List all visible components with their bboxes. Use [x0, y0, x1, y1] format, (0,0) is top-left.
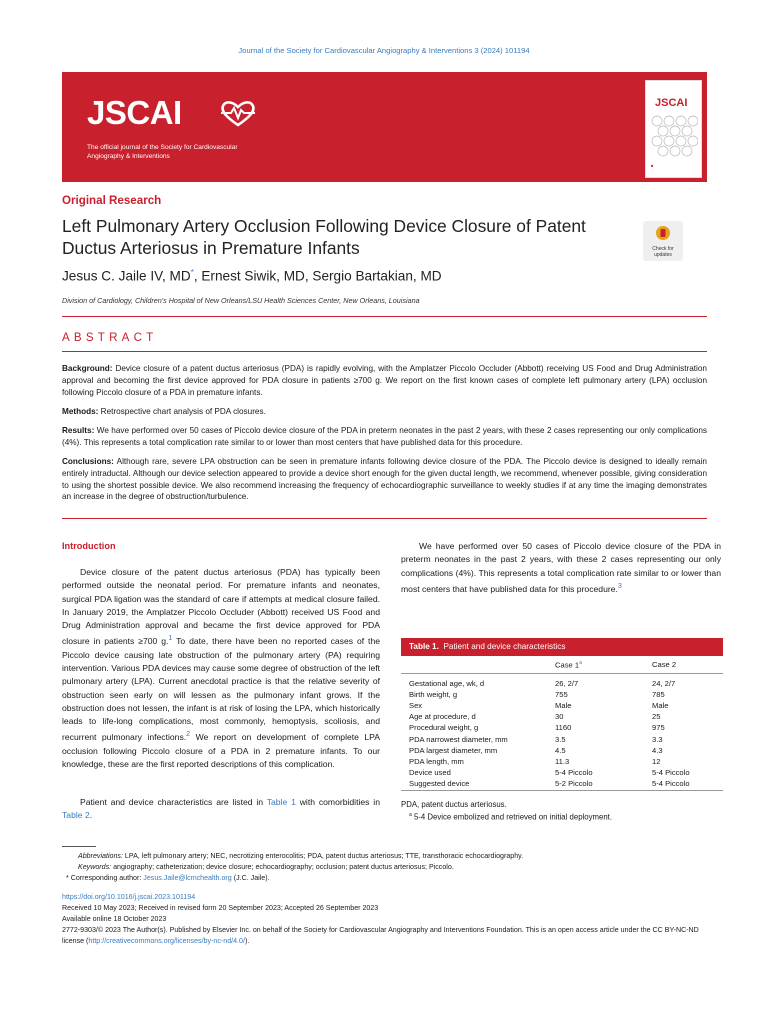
- copyright-notice: [62, 925, 722, 946]
- license-link[interactable]: http://creativecommons.org/licenses/by-nc-nd/4.0/: [88, 936, 245, 945]
- authors-rest: , Ernest Siwik, MD, Sergio Bartakian, MD: [193, 268, 442, 284]
- cover-footer-mark: ■: [651, 163, 654, 168]
- abbrev-text: LPA, left pulmonary artery; NEC, necrotizing enterocolitis; PDA, patent ductus arteriosus; TTE, transthoracic echocardiography.: [122, 852, 524, 860]
- abstract-results: [62, 425, 707, 449]
- table-header-case2: Case 2: [652, 656, 723, 673]
- table-cell-case2: 24, 2/7: [652, 678, 676, 688]
- table-cell-case1: 3.5: [555, 734, 566, 744]
- abstract-background: [62, 363, 707, 398]
- table-1-label: Table 1.: [409, 642, 439, 651]
- abstract-methods: [62, 406, 707, 418]
- corresponding-author-note: [62, 873, 726, 884]
- table-row: [401, 756, 723, 767]
- doi-link[interactable]: https://doi.org/10.1016/j.jscai.2023.101194: [62, 893, 196, 901]
- table-cell-case1: 5-4 Piccolo: [555, 768, 593, 778]
- table-cell-case2: 5-4 Piccolo: [652, 768, 690, 778]
- corresponding-author-mark[interactable]: *: [190, 268, 194, 277]
- table-cell-case2: 12: [652, 756, 661, 766]
- introduction-heading: Introduction: [62, 541, 116, 551]
- affiliation: Division of Cardiology, Children's Hospital of New Orleans/LSU Health Sciences Center, New Orleans, Louisiana: [62, 296, 420, 305]
- corr-label: Corresponding author:: [68, 874, 144, 882]
- case1-footnote-mark[interactable]: a: [579, 660, 582, 666]
- table-row: [401, 673, 723, 689]
- abbreviations-note: [62, 851, 738, 862]
- table-header-row: [401, 656, 723, 673]
- journal-logo: JSCAI: [87, 94, 182, 131]
- table-header-blank: [401, 656, 555, 673]
- table-row: [401, 734, 723, 745]
- table-cell-case2: 3.3: [652, 734, 663, 744]
- note-a-mark: a: [409, 812, 412, 819]
- check-for-updates-icon: [655, 225, 671, 241]
- intro-paragraph-2: [62, 796, 380, 823]
- intro-p2-part-b: with comorbidities in: [295, 797, 380, 807]
- keywords-label: Keywords:: [78, 863, 112, 871]
- right-paragraph: [401, 540, 721, 596]
- table-cell-case2: 975: [652, 723, 665, 733]
- copyright-text: 2772-9303/© 2023 The Author(s). Published by Elsevier Inc. on behalf of the Society for Cardiovascular Angiography and Interventions Foundation. This is an open access article under the CC BY-NC-ND license (: [62, 926, 699, 945]
- table-cell-label: Gestational age, wk, d: [409, 678, 485, 688]
- table-cell-label: PDA largest diameter, mm: [409, 745, 498, 755]
- table-cell-case1: Male: [555, 700, 572, 710]
- corr-mark: *: [66, 874, 69, 882]
- table-note-a: [401, 810, 723, 823]
- table-row: [401, 689, 723, 700]
- check-for-updates-label: Check for updates: [652, 246, 674, 258]
- received-dates: Received 10 May 2023; Received in revised form 20 September 2023; Accepted 26 September 2023: [62, 904, 379, 912]
- table-cell-case1: 5-2 Piccolo: [555, 779, 593, 789]
- check-for-updates-badge[interactable]: [643, 221, 683, 261]
- conclusions-text: Although rare, severe LPA obstruction can be seen in premature infants following device closure of the PDA. The Piccolo device is designed to ideally remain entirely intraductal. Although our device selection appeared to provide a device short enough for the given ductal length, we recommend, whenever possible, giving consideration to using the shortest possible device. We also recommend increasing the frequency of echocardiographic surveillance to weekly studies if at any time the imaging demonstrates an increase in the degree of obstruction/turbulence.: [62, 457, 707, 502]
- note-a-text: 5-4 Device embolized and retrieved on initial deployment.: [411, 812, 613, 822]
- divider-abstract: [62, 351, 707, 352]
- table-1-link[interactable]: Table 1: [266, 797, 296, 807]
- table-1-title: Patient and device characteristics: [443, 642, 566, 651]
- table-cell-case2: 25: [652, 712, 661, 722]
- table-row: [401, 778, 723, 790]
- intro-paragraph-1: [62, 566, 380, 771]
- keywords-text: angiography; catheterization; device closure; echocardiography; occlusion; patent ductus arteriosus; Piccolo.: [111, 863, 454, 871]
- case1-label: Case 1: [555, 660, 580, 670]
- heart-logo-icon: [218, 98, 258, 128]
- table-cell-case1: 1160: [555, 723, 572, 733]
- table-cell-label: Sex: [409, 700, 423, 710]
- table-cell-case1: 26, 2/7: [555, 678, 579, 688]
- table-header-case1: [555, 656, 652, 673]
- table-cell-case1: 11.3: [555, 756, 570, 766]
- author-list: [62, 268, 442, 284]
- table-row: [401, 700, 723, 711]
- table-cell-label: Device used: [409, 768, 451, 778]
- table-cell-label: PDA narrowest diameter, mm: [409, 734, 508, 744]
- table-cell-case2: Male: [652, 700, 669, 710]
- table-1-grid: [401, 656, 723, 791]
- table-cell-case1: 30: [555, 712, 564, 722]
- author-jaile[interactable]: Jesus C. Jaile IV, MD: [62, 268, 191, 284]
- divider-top: [62, 316, 707, 317]
- table-row: [401, 711, 723, 722]
- reference-3-link[interactable]: 3: [617, 581, 622, 590]
- table-cell-case1: 4.5: [555, 745, 566, 755]
- results-label: Results:: [62, 426, 95, 435]
- conclusions-label: Conclusions:: [62, 457, 114, 466]
- reference-1-link[interactable]: 1: [168, 634, 173, 643]
- abstract-conclusions: [62, 456, 707, 503]
- results-text: We have performed over 50 cases of Piccolo device closure of the PDA in preterm neonates in the past 2 years, with these 2 cases representing our only complications (4%). This represents a total complication rate similar to or lower than most centers that have published data for this procedure.: [62, 426, 707, 447]
- table-cell-case1: 755: [555, 689, 568, 699]
- intro-p1-part-b: To date, there have been no reported cases of the Piccolo device causing late obstruction of the pulmonary artery (PA) requiring intervention. Various PDA devices may cause some degree of obstruction of the left pulmonary artery (LPA). Current anecdotal practice is that the relative severity of obstruction seen early on will lessen as the pulmonary infant grows. If the obstruction does not lessen, the infant is at risk of losing the LPA, which historically leads to life-long complications, most commonly, hemoptysis, scoliosis, and recurrent pulmonary infections.: [62, 636, 380, 743]
- methods-text: Retrospective chart analysis of PDA closures.: [98, 407, 266, 416]
- background-label: Background:: [62, 364, 113, 373]
- intro-p1-part-c: We report on development of complete LPA occlusion following Piccolo closure of a PDA in 2 premature infants. To our knowledge, these are the first reported descriptions of this complication.: [62, 732, 380, 769]
- cover-brand: JSCAI: [655, 97, 688, 109]
- available-date: Available online 18 October 2023: [62, 915, 167, 923]
- table-row: [401, 767, 723, 778]
- abbrev-label: Abbreviations:: [78, 852, 123, 860]
- footnote-divider: [62, 846, 96, 847]
- corresponding-email-link[interactable]: Jesus.Jaile@lcmchealth.org: [143, 874, 232, 882]
- intro-p1-part-a: Device closure of the patent ductus arteriosus (PDA) has typically been performed outside the neonatal period. For premature infants and neonates, surgical PDA ligation was the standard of care if attempts at medical closure failed. In January 2019, the Amplatzer Piccolo Occluder (Abbott) received US Food and Drug Administration approval and became the first device approved for PDA closure in patients ≥700 g.: [62, 567, 380, 647]
- methods-label: Methods:: [62, 407, 99, 416]
- table-note-abbrev: PDA, patent ductus arteriosus.: [401, 799, 507, 809]
- table-1-caption: [401, 638, 723, 656]
- article-type: Original Research: [62, 194, 162, 207]
- divider-bottom: [62, 518, 707, 519]
- journal-cover[interactable]: [645, 80, 702, 178]
- table-cell-label: PDA length, mm: [409, 756, 464, 766]
- table-cell-label: Procedural weight, g: [409, 723, 479, 733]
- intro-p2-part-c: .: [89, 810, 93, 821]
- corr-name: (J.C. Jaile).: [231, 874, 270, 882]
- table-body: [401, 673, 723, 790]
- article-title: Left Pulmonary Artery Occlusion Following Device Closure of Patent Ductus Arteriosus in Premature Infants: [62, 216, 586, 258]
- journal-citation[interactable]: Journal of the Society for Cardiovascular Angiography & Interventions 3 (2024) 101194: [238, 46, 530, 55]
- journal-tagline: The official journal of the Society for Cardiovascular Angiography & Interventions: [87, 144, 238, 160]
- table-2-link[interactable]: Table 2: [62, 810, 90, 821]
- right-paragraph-text: We have performed over 50 cases of Piccolo device closure of the PDA in preterm neonates in the past 2 years, with these 2 cases representing our only complications (4%). This represents a total complication rate similar to or lower than most centers that have published data for this procedure.: [401, 541, 721, 594]
- intro-p2-part-a: Patient and device characteristics are listed in: [80, 797, 267, 807]
- table-1: [401, 638, 723, 823]
- table-cell-label: Suggested device: [409, 779, 470, 789]
- table-cell-case2: 785: [652, 689, 665, 699]
- abstract-heading: ABSTRACT: [62, 331, 158, 344]
- reference-2-link[interactable]: 2: [186, 730, 191, 739]
- table-row: [401, 722, 723, 733]
- table-cell-case2: 5-4 Piccolo: [652, 779, 690, 789]
- table-row: [401, 745, 723, 756]
- table-cell-label: Age at procedure, d: [409, 712, 476, 722]
- cover-mesh-image: [649, 111, 698, 161]
- table-cell-label: Birth weight, g: [409, 689, 458, 699]
- table-cell-case2: 4.3: [652, 745, 663, 755]
- copyright-end: ).: [244, 936, 250, 945]
- keywords-note: [62, 862, 738, 873]
- background-text: Device closure of a patent ductus arteriosus (PDA) is rapidly evolving, with the Amplatzer Piccolo Occluder (Abbott) receiving US Food and Drug Administration approval and becoming the first device approved for PDA closure in patients ≥700 g. We report on the first known cases of complete left pulmonary artery (LPA) occlusion following Piccolo closure of a PDA in premature infants.: [62, 364, 707, 397]
